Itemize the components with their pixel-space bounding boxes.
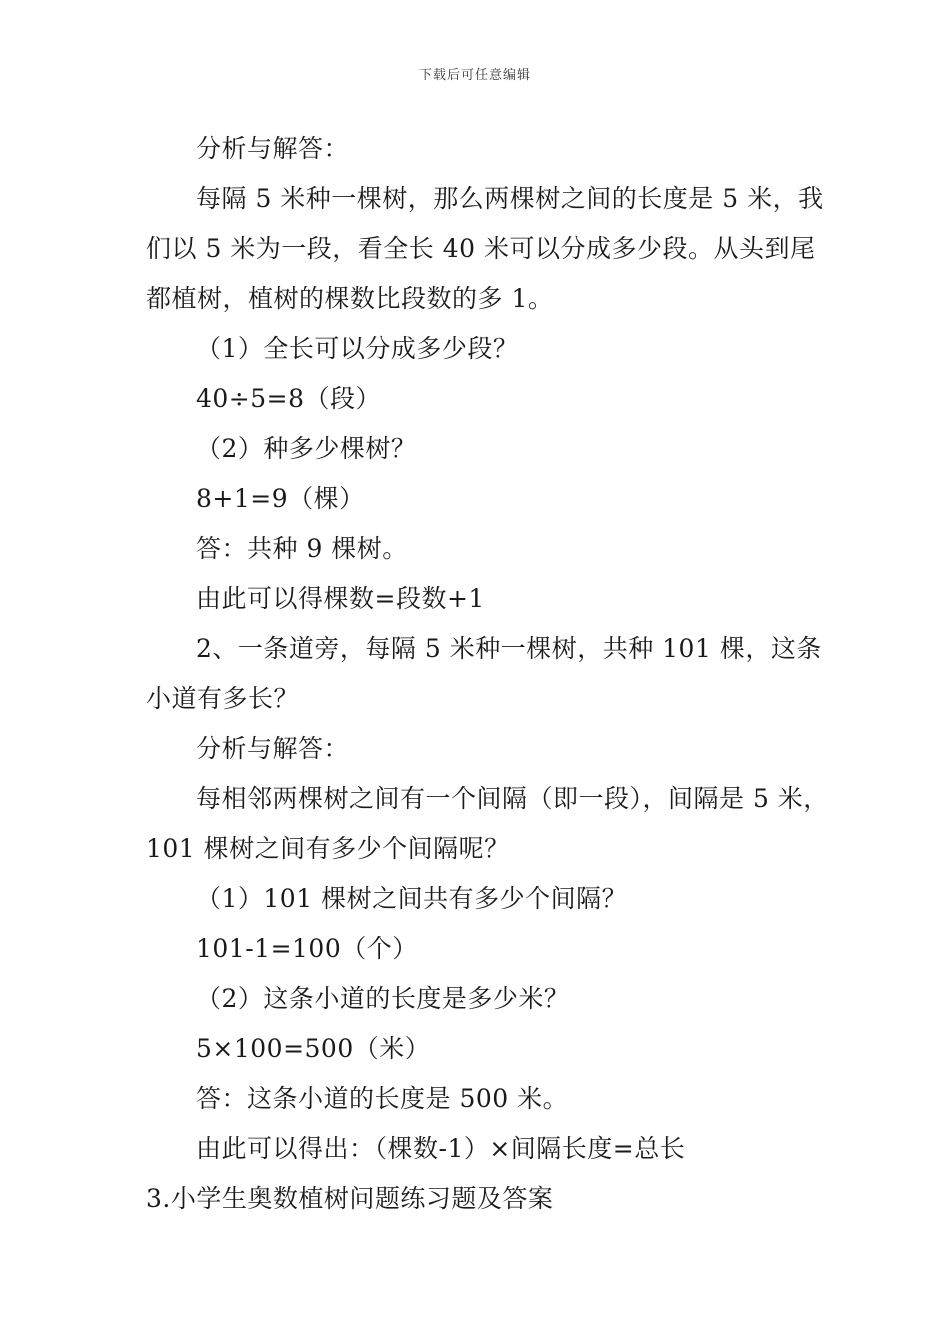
paragraph-line: 分析与解答：: [196, 134, 350, 163]
paragraph-line: （2）种多少棵树？: [196, 434, 417, 463]
paragraph-line: （2）这条小道的长度是多少米？: [196, 984, 570, 1013]
paragraph-line: 答：这条小道的长度是 500 米。: [196, 1084, 569, 1113]
paragraph-line: 分析与解答：: [196, 734, 350, 763]
paragraph-line: 由此可以得棵数=段数+1: [196, 584, 485, 613]
paragraph-line: 都植树，植树的棵数比段数的多 1。: [146, 284, 554, 313]
paragraph-line: 小道有多长？: [146, 684, 300, 713]
paragraph-line: 每相邻两棵树之间有一个间隔（即一段），间隔是 5 米，: [196, 784, 829, 813]
paragraph-line: 101 棵树之间有多少个间隔呢？: [146, 834, 510, 863]
paragraph-line: （1）全长可以分成多少段？: [196, 334, 519, 363]
section-heading: 3.小学生奥数植树问题练习题及答案: [146, 1184, 554, 1213]
paragraph-line: 5×100=500（米）: [196, 1034, 431, 1063]
paragraph-line: （1）101 棵树之间共有多少个间隔？: [196, 884, 628, 913]
paragraph-line: 2、一条道旁，每隔 5 米种一棵树，共种 101 棵，这条: [196, 634, 822, 663]
paragraph-line: 40÷5=8（段）: [196, 384, 382, 413]
paragraph-line: 答：共种 9 棵树。: [196, 534, 408, 563]
paragraph-line: 们以 5 米为一段，看全长 40 米可以分成多少段。从头到尾: [146, 234, 816, 263]
paragraph-line: 由此可以得出：（棵数-1）×间隔长度=总长: [196, 1134, 686, 1163]
header-note: 下载后可任意编辑: [418, 68, 531, 83]
paragraph-line: 8+1=9（棵）: [196, 484, 365, 513]
paragraph-line: 每隔 5 米种一棵树，那么两棵树之间的长度是 5 米，我: [196, 184, 824, 213]
paragraph-line: 101-1=100（个）: [196, 934, 418, 963]
